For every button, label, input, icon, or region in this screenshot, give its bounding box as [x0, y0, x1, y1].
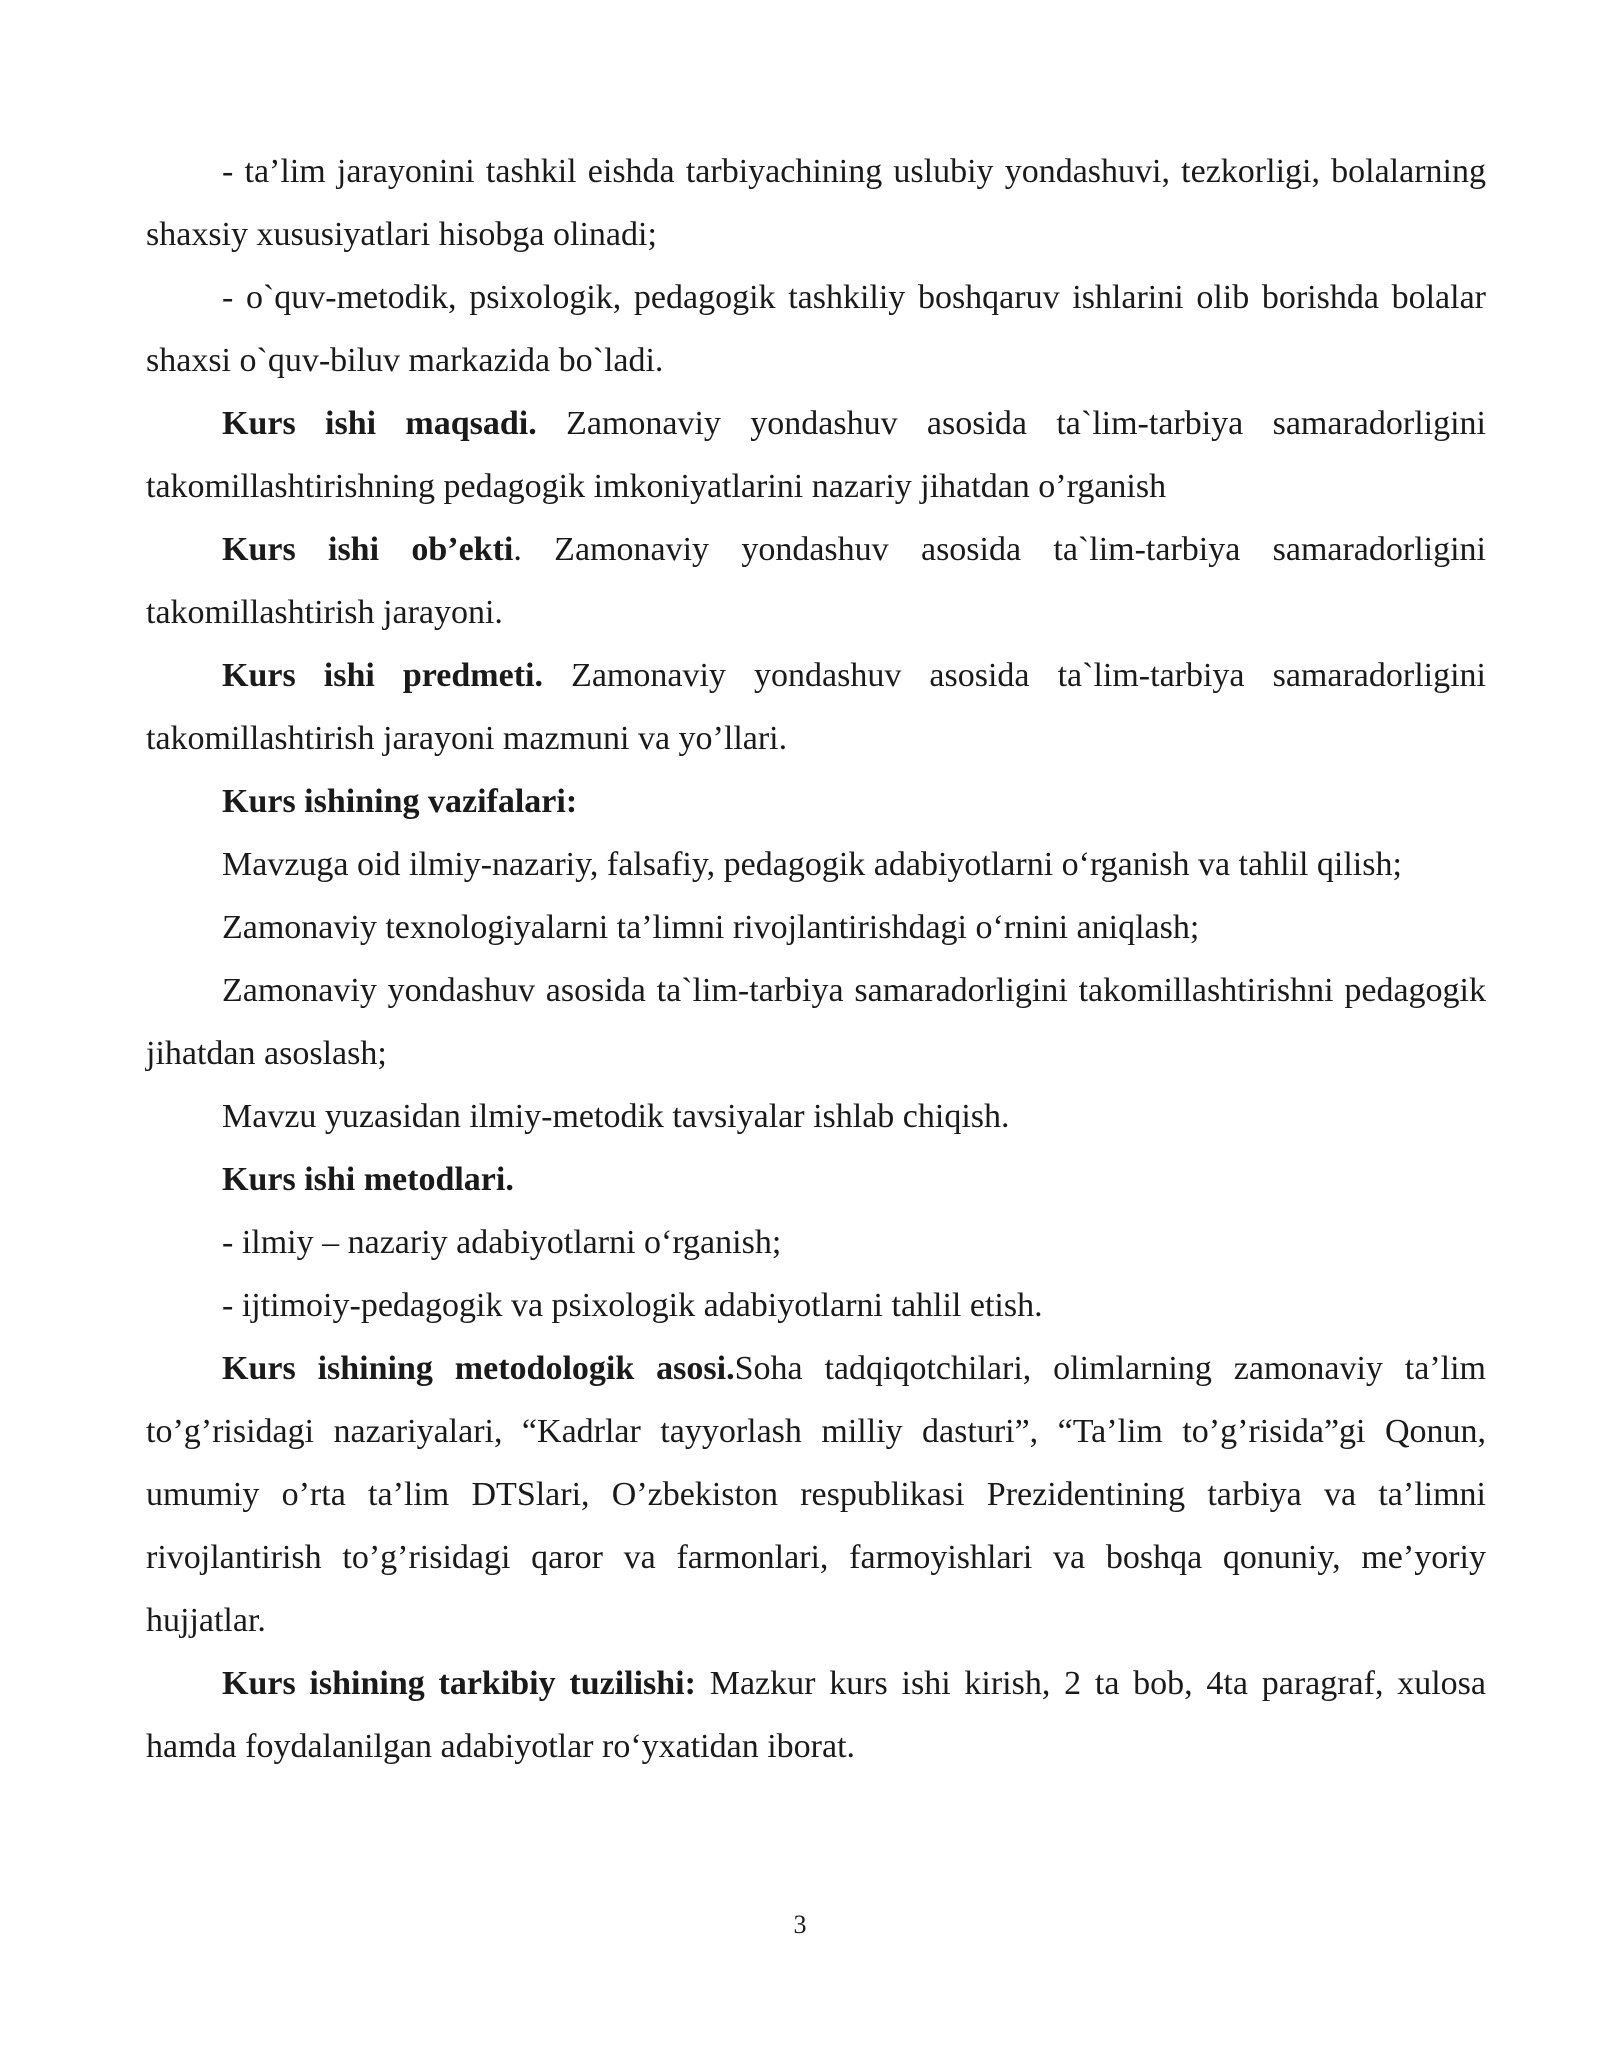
paragraph-text: - o`quv-metodik, psixologik, pedagogik tashkiliy boshqaruv ishlarini olib borishda bolalar shaxsi o`quv-biluv markazida bo`ladi.	[146, 279, 1486, 379]
paragraph-text: Soha tadqiqotchilari, olimlarning zamonaviy ta’lim to’g’risidagi nazariyalari, “Kadrlar tayyorlash milliy dasturi”, “Ta’lim to’g’risida”gi Qonun, umumiy o’rta ta’lim DTSlari, O’zbekiston respublikasi Prezidentining tarbiya va ta’limni rivojlantirish to’g’risidagi qaror va farmonlari, farmoyishlari va boshqa qonuniy, me’yoriy hujjatlar.	[146, 1350, 1487, 1639]
paragraph-text: - ijtimoiy-pedagogik va psixologik adabiyotlarni tahlil etish.	[222, 1287, 1043, 1324]
paragraph-text: - ilmiy – nazariy adabiyotlarni o‘rganish;	[222, 1224, 782, 1261]
paragraph-text: - ta’lim jarayonini tashkil eishda tarbiyachining uslubiy yondashuvi, tezkorligi, bolalarning shaxsiy xususiyatlari hisobga olinadi;	[146, 153, 1486, 253]
paragraph-2	[146, 266, 1486, 392]
page-number: 3	[793, 1910, 807, 1939]
paragraph-text: Zamonaviy yondashuv asosida ta`lim-tarbiya samaradorligini takomillashtirishning pedagogik imkoniyatlarini nazariy jihatdan o’rganish	[146, 405, 1486, 505]
paragraph-text: . Zamonaviy yondashuv asosida ta`lim-tarbiya samaradorligini takomillashtirish jarayoni.	[146, 531, 1486, 631]
paragraph-heading: Kurs ishi maqsadi.	[222, 405, 537, 442]
paragraph-task-1	[146, 833, 1486, 896]
paragraph-method-1	[146, 1211, 1486, 1274]
paragraph-vazifalari	[146, 770, 1486, 833]
paragraph-heading: Kurs ishi ob’ekti	[222, 531, 514, 568]
paragraph-heading: Kurs ishi metodlari.	[222, 1161, 514, 1198]
paragraph-predmeti	[146, 644, 1486, 770]
paragraph-text: Zamonaviy yondashuv asosida ta`lim-tarbiya samaradorligini takomillashtirishni pedagogik jihatdan asoslash;	[146, 972, 1486, 1072]
paragraph-text: Zamonaviy texnologiyalarni ta’limni rivojlantirishdagi o‘rnini aniqlash;	[222, 909, 1200, 946]
paragraph-method-2	[146, 1274, 1486, 1337]
paragraph-heading: Kurs ishining tarkibiy tuzilishi:	[222, 1665, 696, 1702]
paragraph-1	[146, 140, 1486, 266]
paragraph-maqsadi	[146, 392, 1486, 518]
paragraph-tarkibiy-tuzilishi	[146, 1652, 1486, 1778]
paragraph-obekti	[146, 518, 1486, 644]
paragraph-text: Mavzu yuzasidan ilmiy-metodik tavsiyalar ishlab chiqish.	[222, 1098, 1010, 1135]
paragraph-text: Mavzuga oid ilmiy-nazariy, falsafiy, pedagogik adabiyotlarni o‘rganish va tahlil qilish;	[222, 846, 1402, 883]
paragraph-task-2	[146, 896, 1486, 959]
paragraph-metodologik-asosi	[146, 1337, 1486, 1652]
paragraph-heading: Kurs ishi predmeti.	[222, 657, 543, 694]
paragraph-task-3	[146, 959, 1486, 1085]
document-page	[146, 140, 1486, 1778]
paragraph-heading: Kurs ishining metodologik asosi.	[222, 1350, 735, 1387]
paragraph-text: Mazkur kurs ishi kirish, 2 ta bob, 4ta paragraf, xulosa hamda foydalanilgan adabiyotlar ro‘yxatidan iborat.	[146, 1665, 1486, 1765]
paragraph-task-4	[146, 1085, 1486, 1148]
paragraph-text: Zamonaviy yondashuv asosida ta`lim-tarbiya samaradorligini takomillashtirish jarayoni mazmuni va yo’llari.	[146, 657, 1486, 757]
paragraph-metodlari	[146, 1148, 1486, 1211]
paragraph-heading: Kurs ishining vazifalari:	[222, 783, 578, 820]
